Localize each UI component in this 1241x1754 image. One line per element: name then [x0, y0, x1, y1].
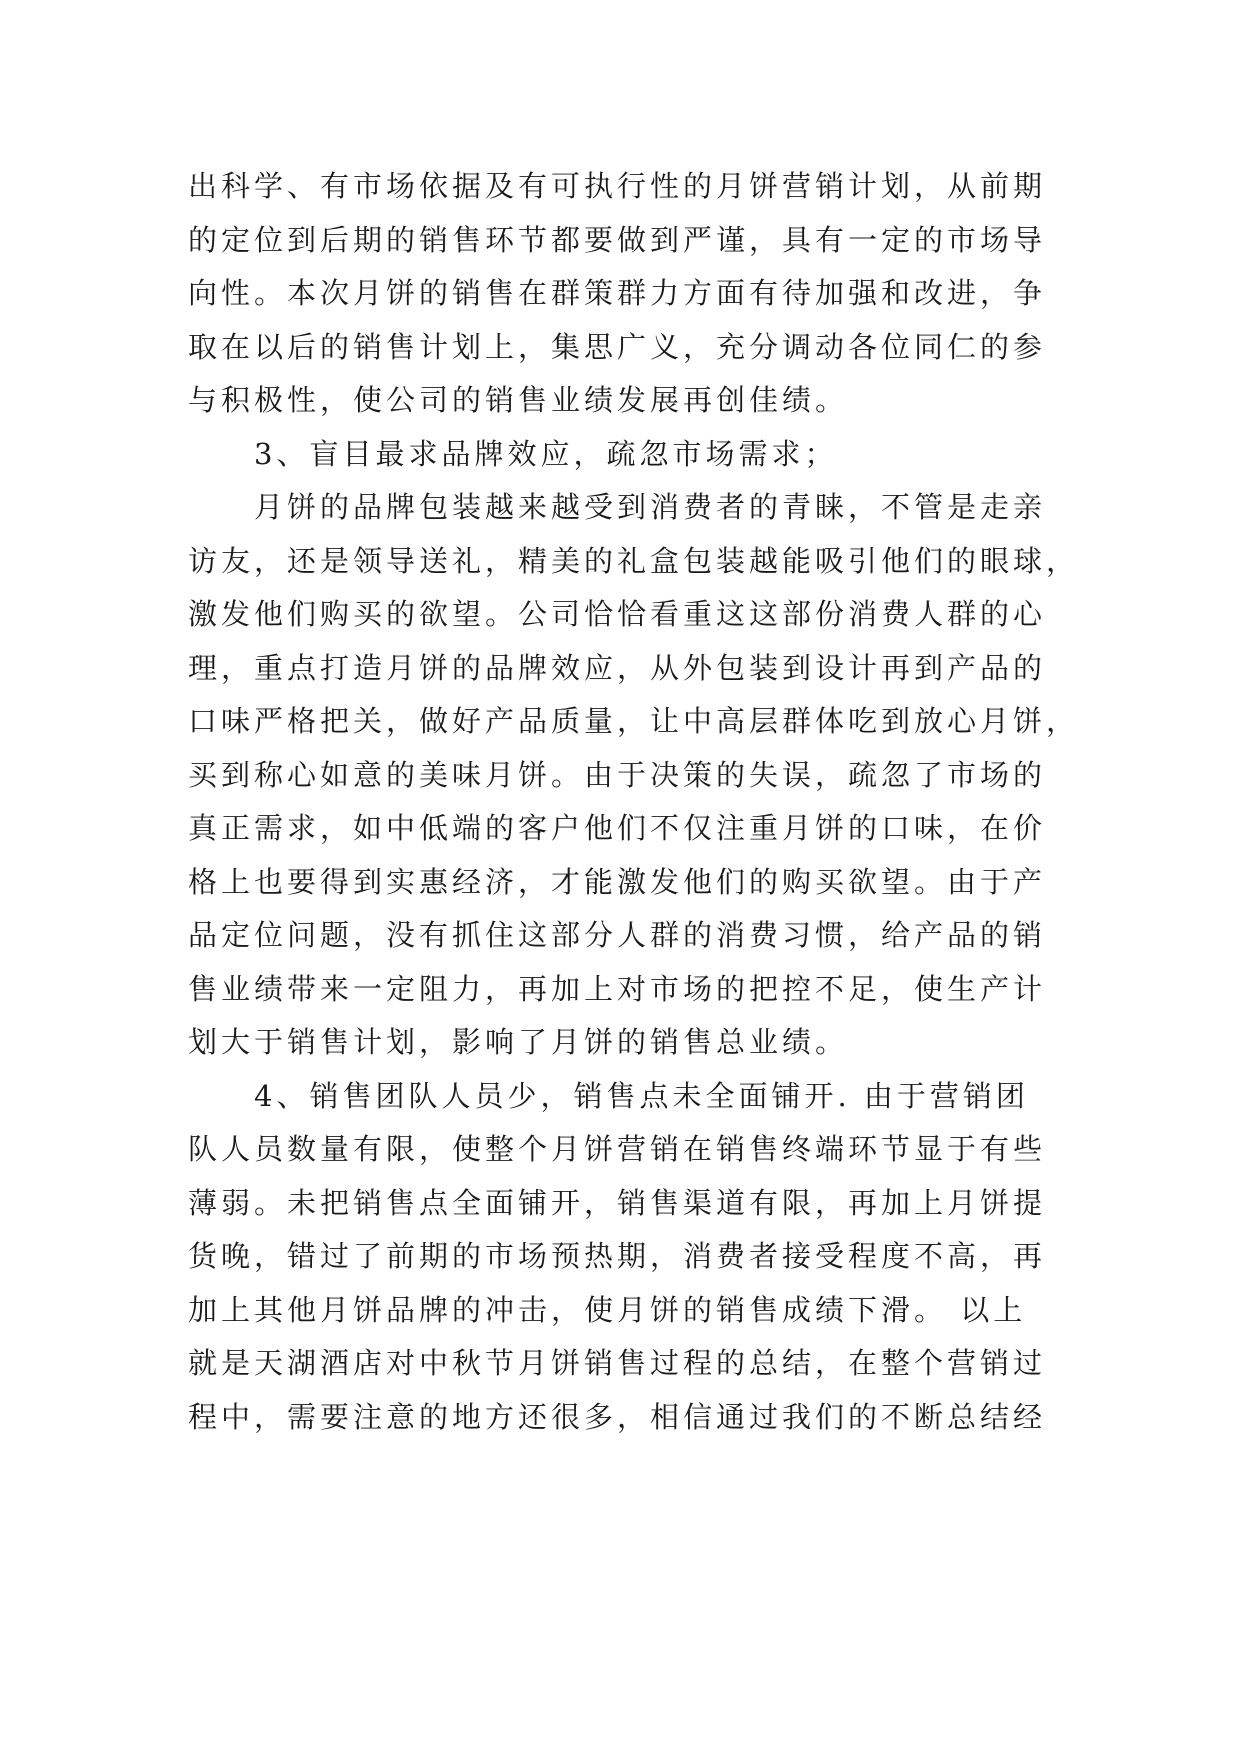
text-line-23: 就是天湖酒店对中秋节月饼销售过程的总结，在整个营销过 — [188, 1346, 1047, 1380]
text-line-20: 薄弱。未把销售点全面铺开，销售渠道有限，再加上月饼提 — [188, 1185, 1047, 1220]
text-line-12: 买到称心如意的美味月饼。由于决策的失误，疏忽了市场的 — [188, 757, 1047, 792]
section-heading-4: 4、销售团队人员少，销售点未全面铺开. 由于营销团 — [254, 1078, 1029, 1113]
text-line-9: 激发他们购买的欲望。公司恰恰看重这这部份消费人群的心 — [188, 597, 1047, 631]
text-line-17: 划大于销售计划，影响了月饼的销售总业绩。 — [188, 1025, 849, 1059]
section-heading-3: 3、盲目最求品牌效应，疏忽市场需求； — [254, 436, 838, 471]
text-line-1: 出科学、有市场依据及有可执行性的月饼营销计划，从前期 — [188, 169, 1047, 203]
text-line-22: 加上其他月饼品牌的冲击，使月饼的销售成绩下滑。 以上 — [188, 1292, 1027, 1327]
text-line-16: 售业绩带来一定阻力，再加上对市场的把控不足，使生产计 — [188, 971, 1047, 1006]
text-line-7: 月饼的品牌包装越来越受到消费者的青睐，不管是走亲 — [254, 490, 1047, 524]
text-line-5: 与积极性，使公司的销售业绩发展再创佳绩。 — [188, 383, 849, 417]
text-line-14: 格上也要得到实惠经济，才能激发他们的购买欲望。由于产 — [188, 864, 1047, 899]
text-line-3: 向性。本次月饼的销售在群策群力方面有待加强和改进，争 — [188, 276, 1047, 310]
text-line-4: 取在以后的销售计划上，集思广义，充分调动各位同仁的参 — [188, 329, 1047, 364]
text-line-15: 品定位问题，没有抓住这部分人群的消费习惯，给产品的销 — [188, 918, 1047, 952]
body-text — [188, 160, 1080, 1444]
text-line-19: 队人员数量有限，使整个月饼营销在销售终端环节显于有些 — [188, 1132, 1047, 1166]
text-line-10: 理，重点打造月饼的品牌效应，从外包装到设计再到产品的 — [188, 650, 1047, 685]
text-line-2: 的定位到后期的销售环节都要做到严谨，具有一定的市场导 — [188, 222, 1047, 257]
text-line-11: 口味严格把关，做好产品质量，让中高层群体吃到放心月饼， — [188, 704, 1080, 738]
text-line-8: 访友，还是领导送礼，精美的礼盒包装越能吸引他们的眼球， — [188, 543, 1080, 578]
text-line-13: 真正需求，如中低端的客户他们不仅注重月饼的口味，在价 — [188, 811, 1047, 845]
text-line-24: 程中，需要注意的地方还很多，相信通过我们的不断总结经 — [188, 1399, 1047, 1434]
text-line-21: 货晚，错过了前期的市场预热期，消费者接受程度不高，再 — [188, 1239, 1047, 1273]
